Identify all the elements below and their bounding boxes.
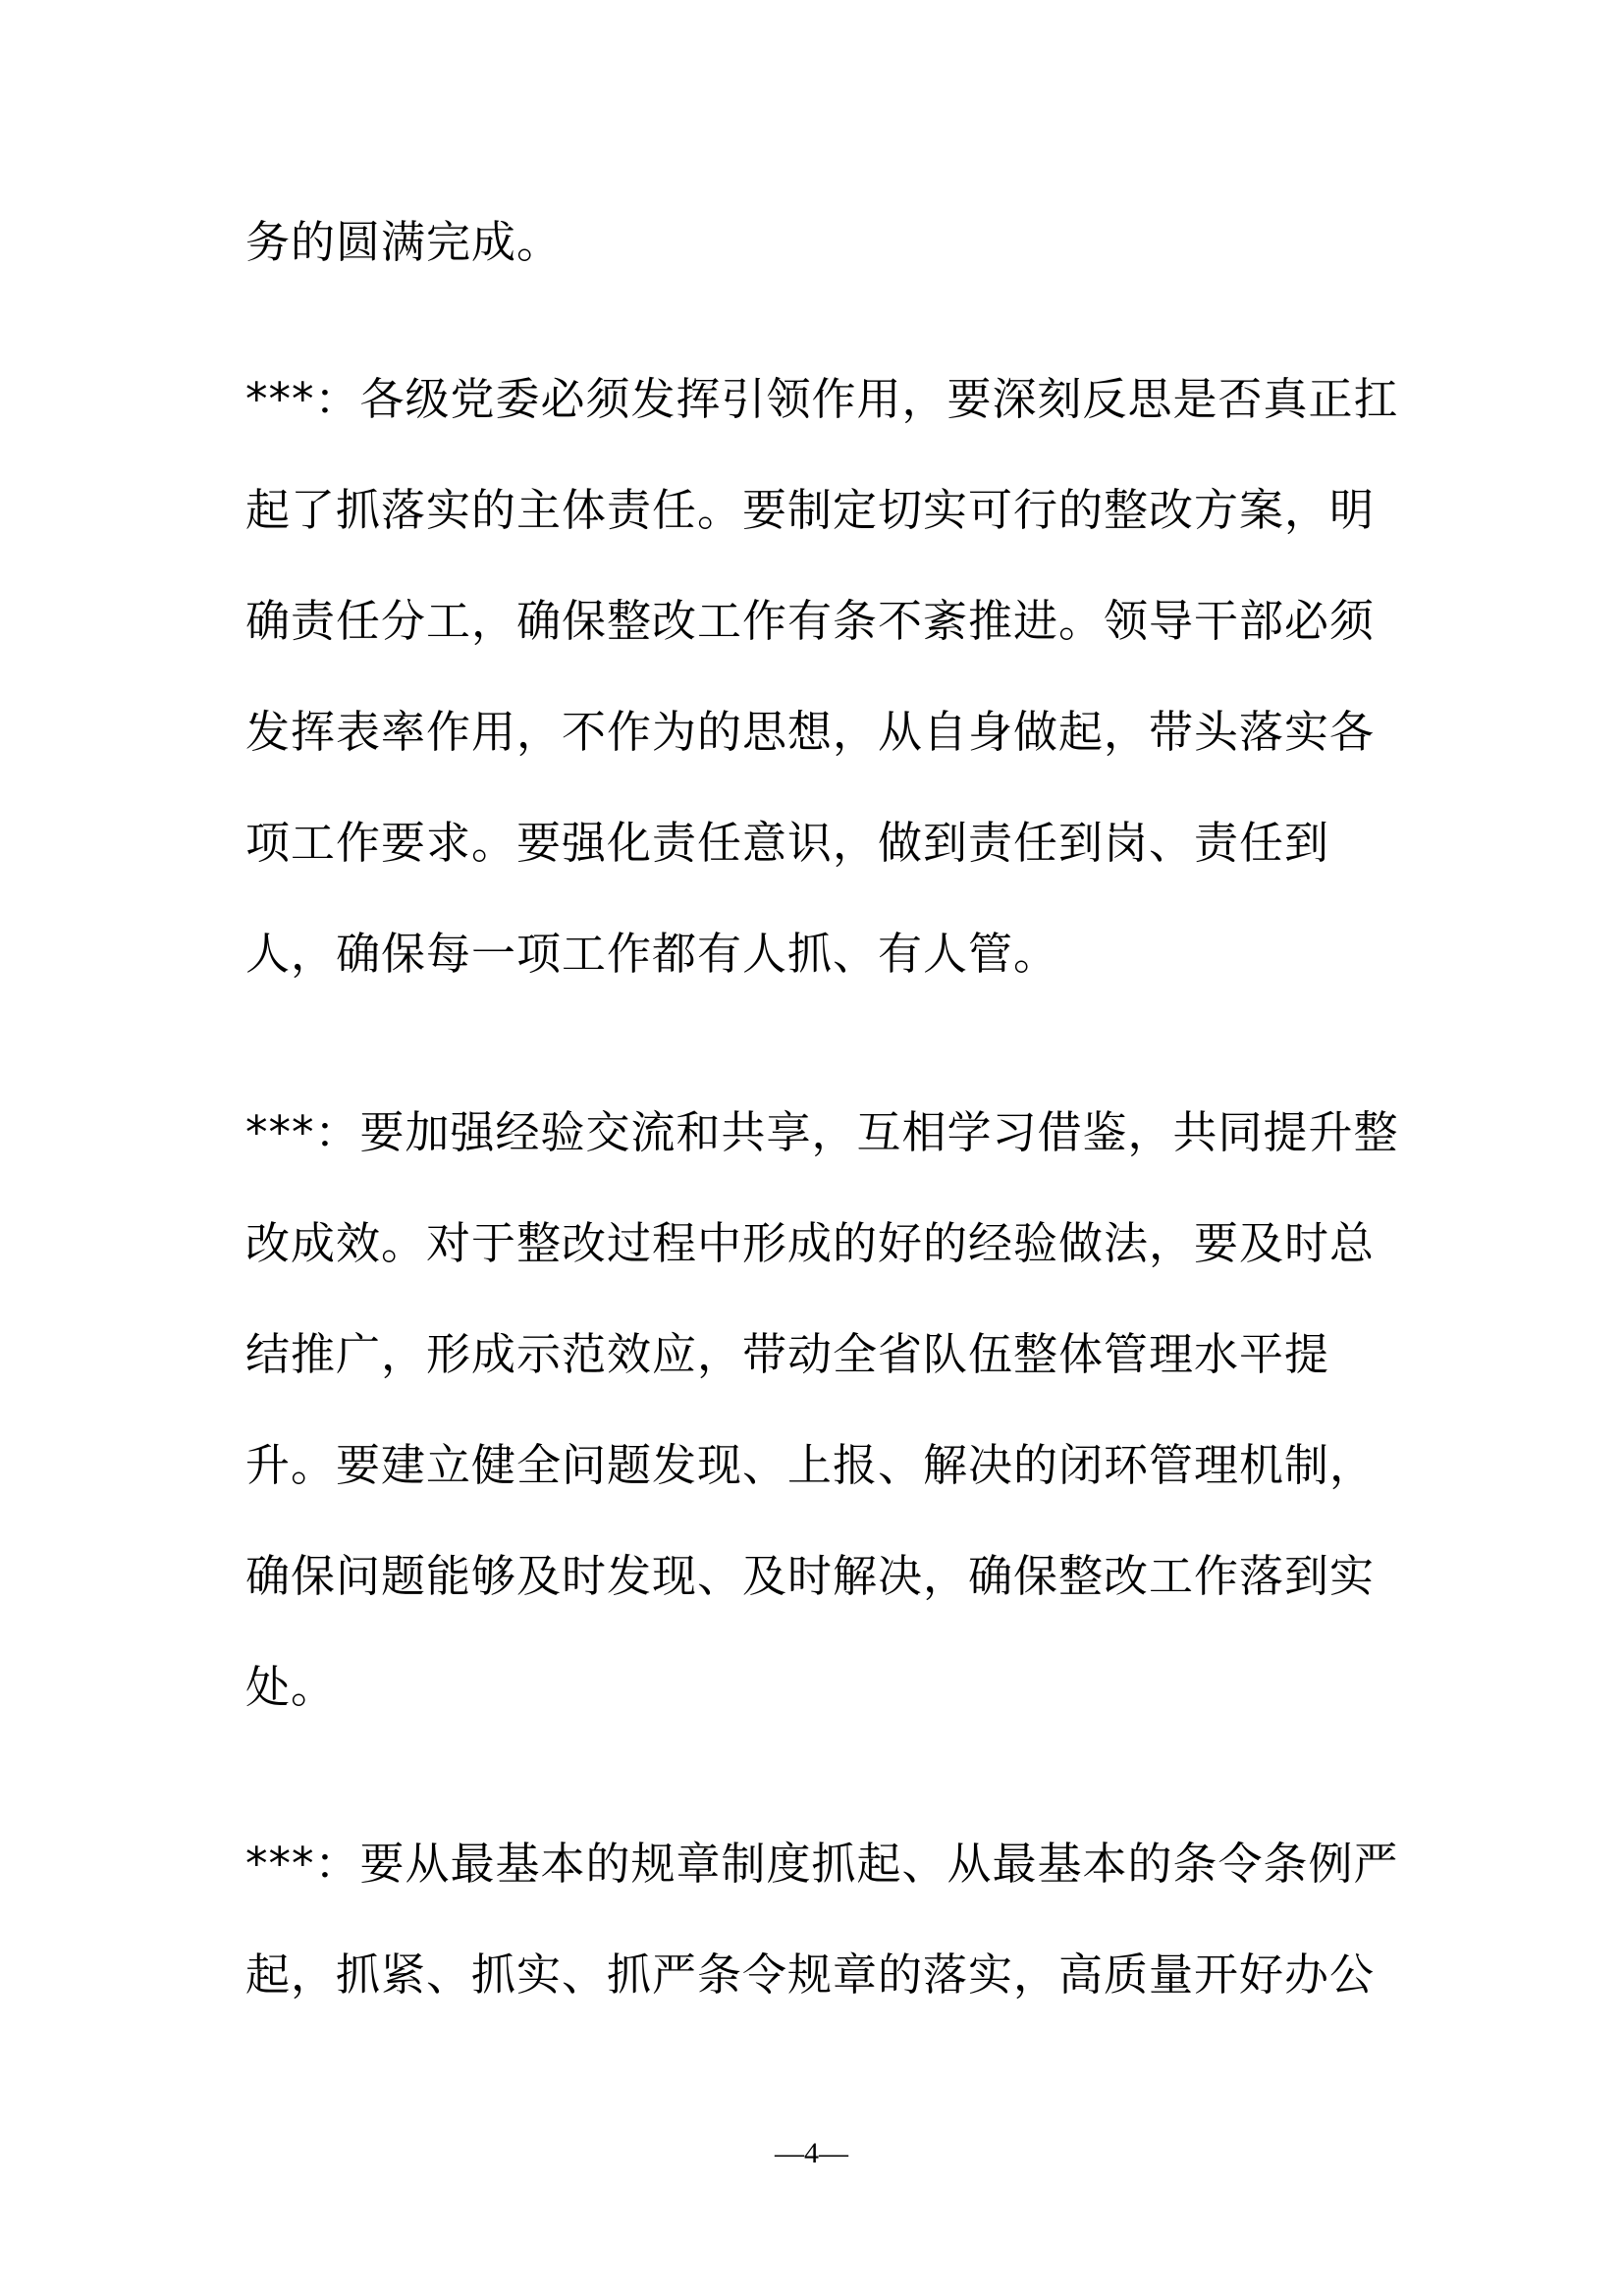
text-line: 起了抓落实的主体责任。要制定切实可行的整改方案，明 (245, 484, 1376, 536)
text-line: ***：要加强经验交流和共享，互相学习借鉴，共同提升整 (245, 1106, 1399, 1158)
text-line: 升。要建立健全问题发现、上报、解决的闭环管理机制， (245, 1439, 1376, 1491)
text-line: 处。 (245, 1661, 337, 1713)
text-line: 确责任分工，确保整改工作有条不紊推进。领导干部必须 (245, 595, 1376, 647)
text-line: 确保问题能够及时发现、及时解决，确保整改工作落到实 (245, 1550, 1376, 1602)
text-line: 结推广，形成示范效应，带动全省队伍整体管理水平提 (245, 1328, 1330, 1380)
text-line: 起，抓紧、抓实、抓严条令规章的落实，高质量开好办公 (245, 1949, 1376, 2001)
text-line: 务的圆满完成。 (245, 216, 563, 268)
text-line: ***：各级党委必须发挥引领作用，要深刻反思是否真正扛 (245, 373, 1399, 425)
text-line: 项工作要求。要强化责任意识，做到责任到岗、责任到 (245, 817, 1330, 869)
page-number: —4— (775, 2137, 848, 2169)
text-line: 人，确保每一项工作都有人抓、有人管。 (245, 928, 1059, 980)
text-line: 改成效。对于整改过程中形成的好的经验做法，要及时总 (245, 1217, 1376, 1269)
text-line: 发挥表率作用，不作为的思想，从自身做起，带头落实各 (245, 706, 1376, 758)
text-line: ***：要从最基本的规章制度抓起、从最基本的条令条例严 (245, 1838, 1399, 1890)
